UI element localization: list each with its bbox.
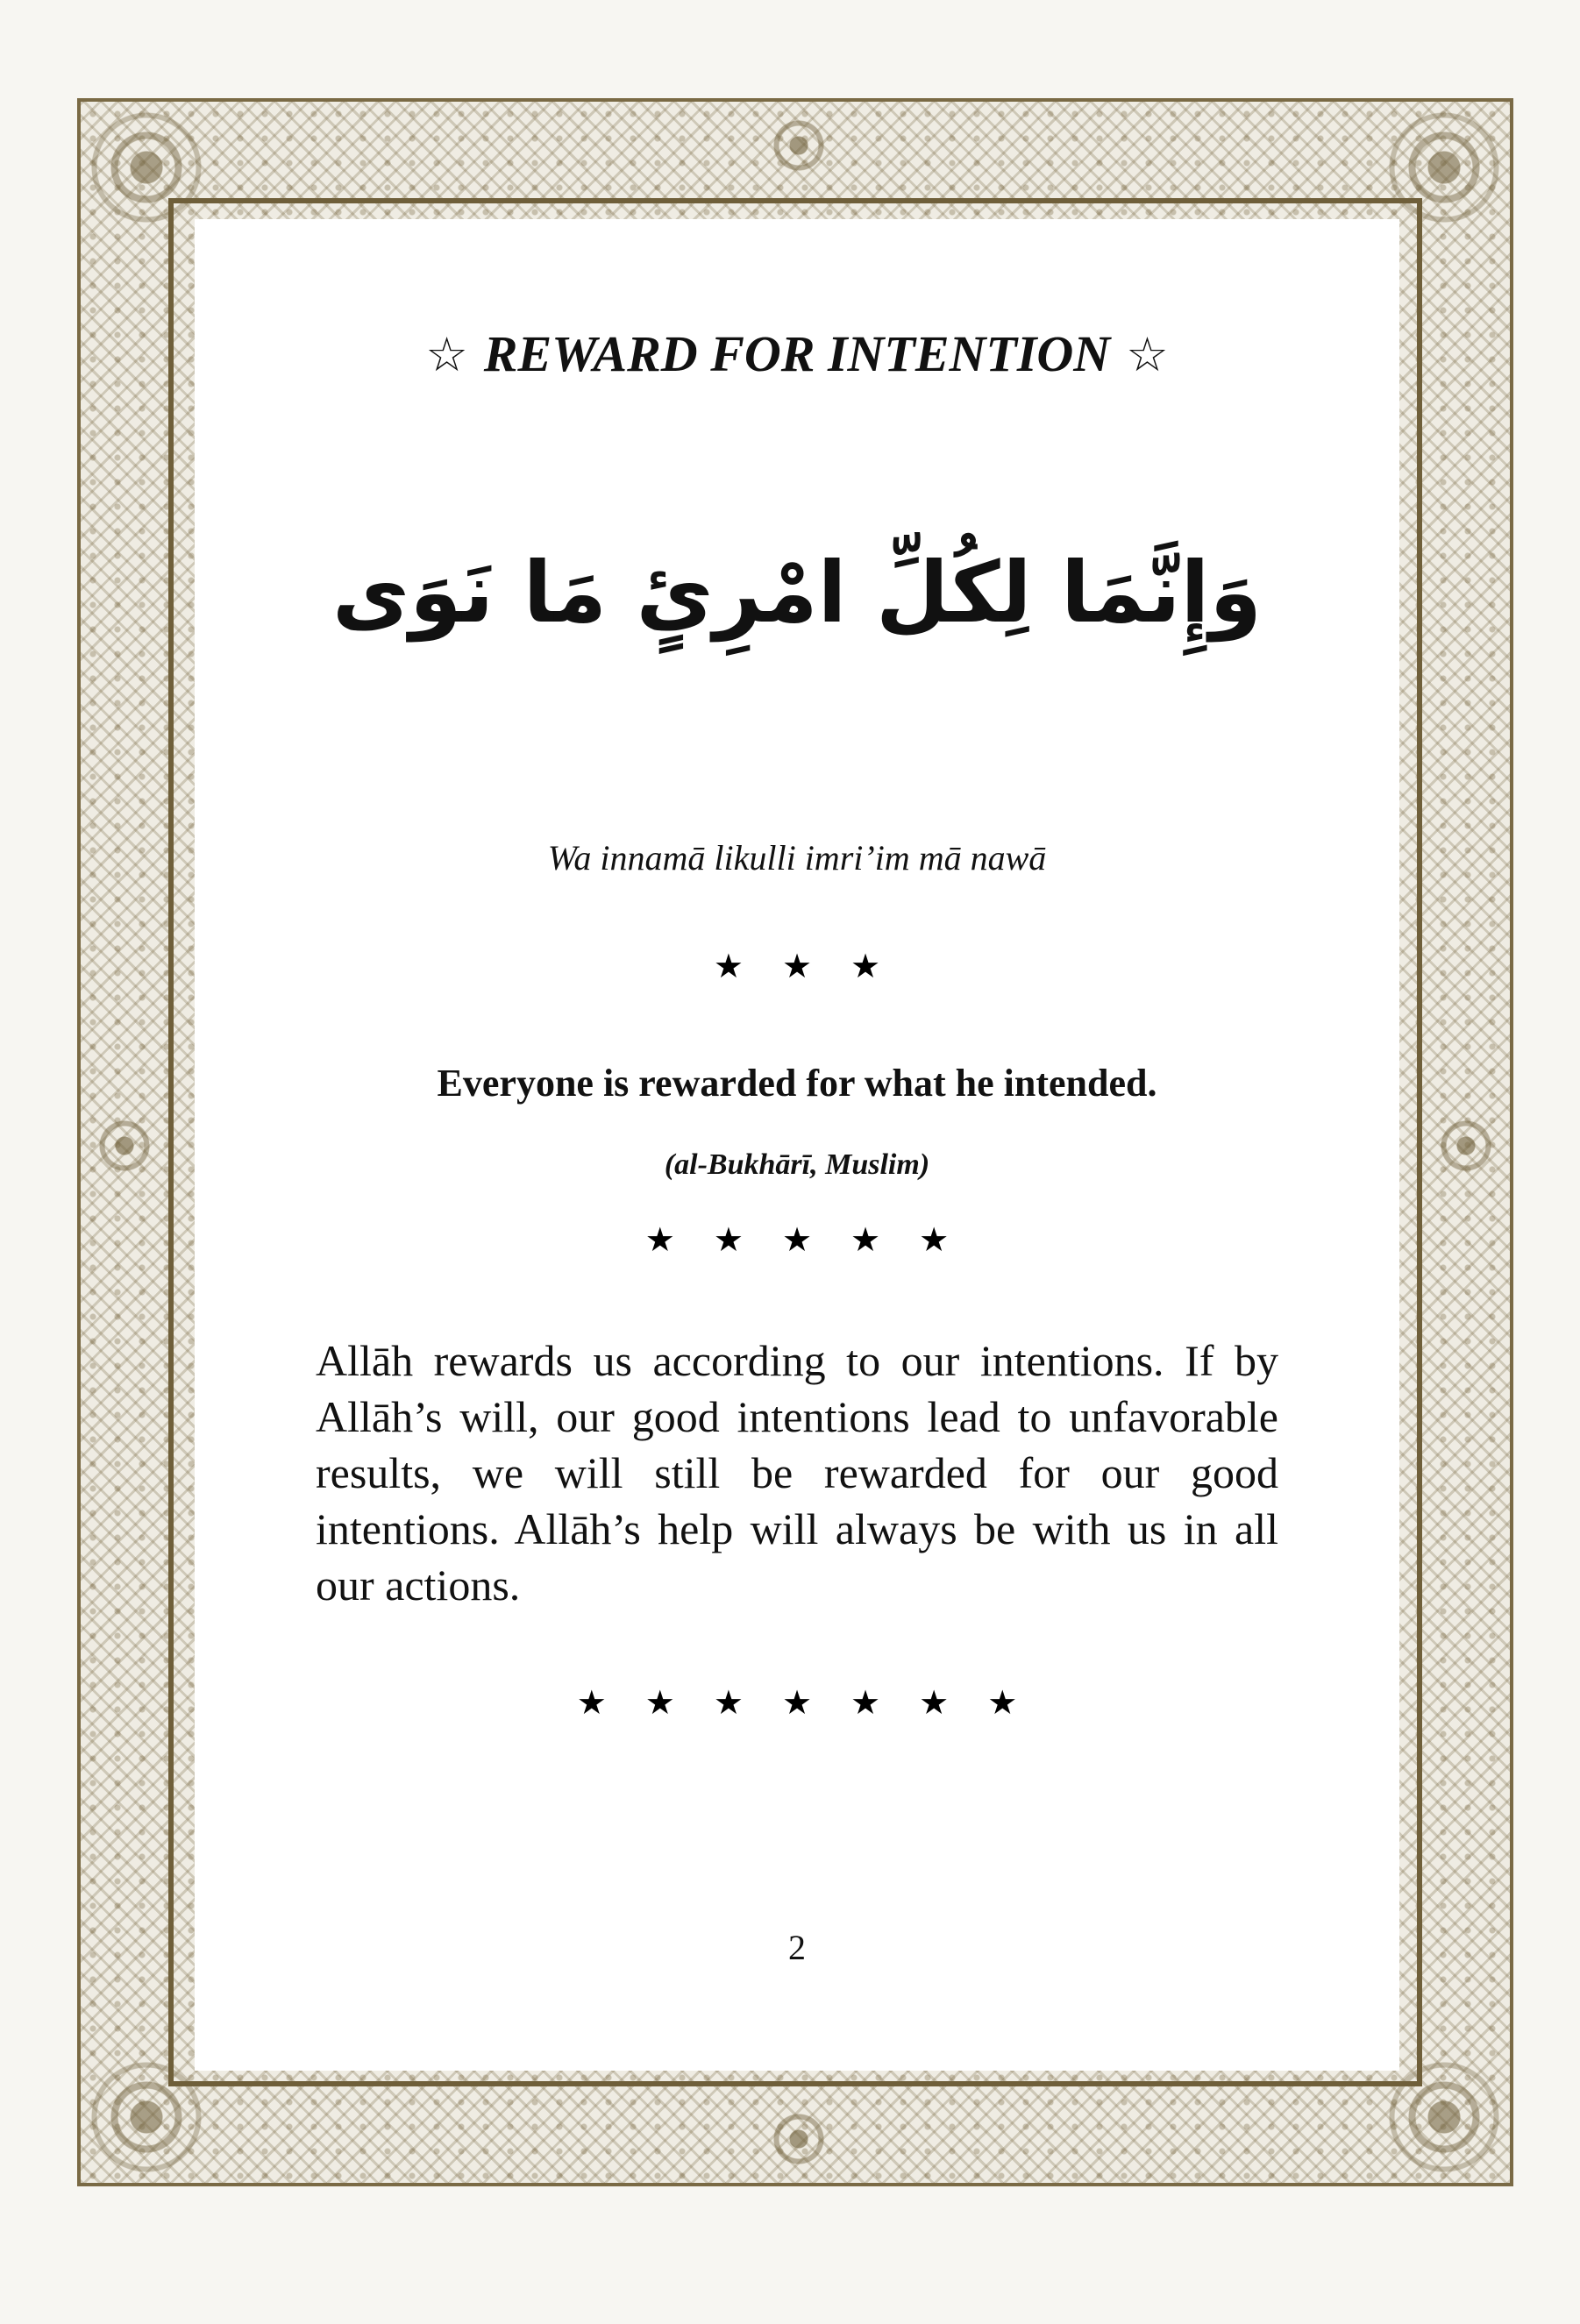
page-title [195, 324, 1399, 383]
star-divider-5 [195, 1220, 1399, 1259]
right-center-ornament [1427, 1106, 1505, 1185]
title-star-right: ☆ [1126, 329, 1169, 381]
star-icon: ★ [987, 1683, 1018, 1722]
transliteration: Wa innamā likulli imri’im mā nawā [547, 838, 1047, 878]
star-divider-3 [195, 947, 1399, 985]
page-content [195, 219, 1399, 2071]
top-center-ornament [759, 106, 838, 185]
star-icon: ★ [919, 1220, 950, 1259]
star-icon: ★ [713, 1220, 744, 1259]
title-star-left: ☆ [425, 329, 468, 381]
explanation-paragraph: Allāh rewards us according to our intentions. If by Allāh’s will, our good intentions lead to unfavorable results, we will still be rewarded for our good intentions. Allāh’s help will always be with us in all our actions. [316, 1336, 1278, 1610]
page-number: 2 [788, 1928, 806, 1967]
star-icon: ★ [781, 947, 813, 985]
star-icon: ★ [850, 1683, 881, 1722]
hadith-reference: (al-Bukhārī, Muslim) [664, 1148, 930, 1181]
star-icon: ★ [576, 1683, 607, 1722]
star-icon: ★ [644, 1220, 675, 1259]
star-icon: ★ [919, 1683, 950, 1722]
star-icon: ★ [850, 947, 881, 985]
star-icon: ★ [781, 1220, 813, 1259]
left-center-ornament [85, 1106, 164, 1185]
star-icon: ★ [850, 1220, 881, 1259]
title-text: REWARD FOR INTENTION [483, 325, 1111, 382]
star-divider-7 [195, 1683, 1399, 1722]
translation: Everyone is rewarded for what he intended. [437, 1062, 1157, 1105]
arabic-hadith-text: وَإِنَّمَا لِكُلِّ امْرِئٍ مَا نَوَى [331, 544, 1263, 642]
star-icon: ★ [713, 1683, 744, 1722]
star-icon: ★ [781, 1683, 813, 1722]
star-icon: ★ [644, 1683, 675, 1722]
bottom-center-ornament [759, 2100, 838, 2178]
star-icon: ★ [713, 947, 744, 985]
